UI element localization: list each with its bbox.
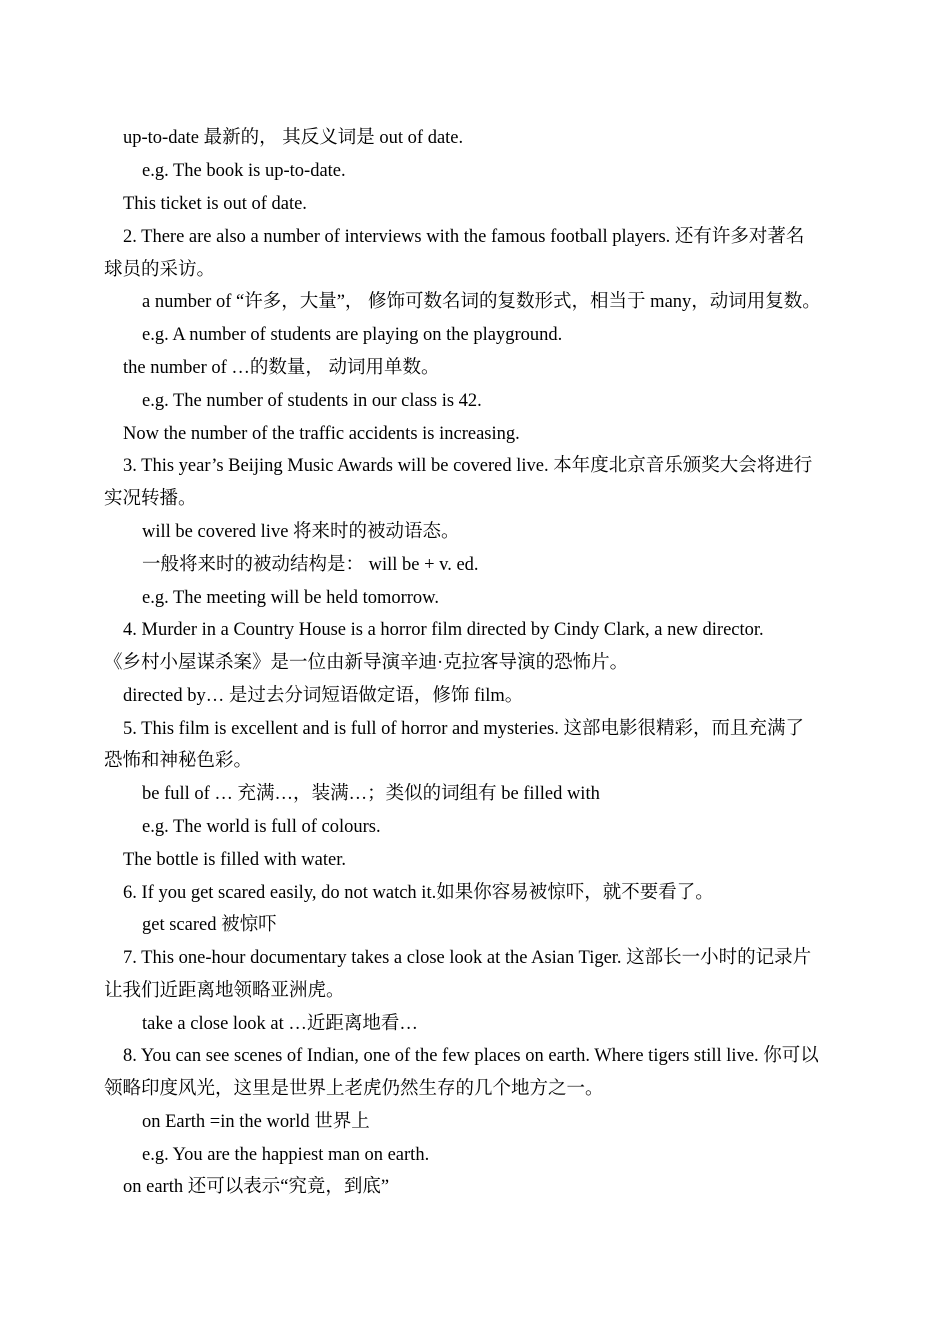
text-line: directed by… 是过去分词短语做定语，修饰 film。 — [123, 686, 524, 706]
text-line: This ticket is out of date. — [123, 194, 307, 214]
text-line: 恐怖和神秘色彩。 — [104, 751, 253, 771]
text-line: on earth 还可以表示“究竟，到底” — [123, 1177, 390, 1197]
text-line: Now the number of the traffic accidents is increasing. — [123, 424, 520, 444]
text-line: 3. This year’s Beijing Music Awards will be covered live. 本年度北京音乐颁奖大会将进行 — [123, 456, 813, 476]
text-line: 6. If you get scared easily, do not watch it.如果你容易被惊吓，就不要看了。 — [123, 883, 714, 903]
text-line: the number of …的数量， 动词用单数。 — [123, 358, 440, 378]
text-line: be full of … 充满…，装满…；类似的词组有 be filled with — [142, 784, 600, 804]
text-line: 4. Murder in a Country House is a horror film directed by Cindy Clark, a new director. — [123, 620, 764, 640]
text-line: e.g. The book is up-to-date. — [142, 161, 346, 181]
text-line: e.g. The meeting will be held tomorrow. — [142, 588, 439, 608]
text-line: e.g. The world is full of colours. — [142, 817, 381, 837]
text-line: e.g. A number of students are playing on the playground. — [142, 325, 563, 345]
text-line: 一般将来时的被动结构是： will be + v. ed. — [142, 555, 479, 575]
text-line: on Earth =in the world 世界上 — [142, 1112, 370, 1132]
text-line: e.g. You are the happiest man on earth. — [142, 1145, 430, 1165]
text-line: 《乡村小屋谋杀案》是一位由新导演辛迪·克拉客导演的恐怖片。 — [104, 653, 629, 673]
text-line: 实况转播。 — [104, 489, 197, 509]
text-line: get scared 被惊吓 — [142, 915, 277, 935]
text-line: 8. You can see scenes of Indian, one of the few places on earth. Where tigers still live. 你可以 — [123, 1046, 819, 1066]
text-line: a number of “许多，大量”， 修饰可数名词的复数形式，相当于 many，动词用复数。 — [142, 292, 821, 312]
text-line: 5. This film is excellent and is full of horror and mysteries. 这部电影很精彩，而且充满了 — [123, 719, 804, 739]
text-line: up-to-date 最新的， 其反义词是 out of date. — [123, 128, 464, 148]
text-line: The bottle is filled with water. — [123, 850, 346, 870]
text-line: 领略印度风光，这里是世界上老虎仍然生存的几个地方之一。 — [104, 1079, 604, 1099]
text-line: e.g. The number of students in our class is 42. — [142, 391, 482, 411]
text-line: 7. This one-hour documentary takes a close look at the Asian Tiger. 这部长一小时的记录片 — [123, 948, 812, 968]
text-line: will be covered live 将来时的被动语态。 — [142, 522, 460, 542]
text-line: take a close look at …近距离地看… — [142, 1014, 418, 1034]
text-line: 球员的采访。 — [104, 260, 216, 280]
text-line: 让我们近距离地领略亚洲虎。 — [104, 981, 345, 1001]
text-line: 2. There are also a number of interviews with the famous football players. 还有许多对著名 — [123, 227, 805, 247]
